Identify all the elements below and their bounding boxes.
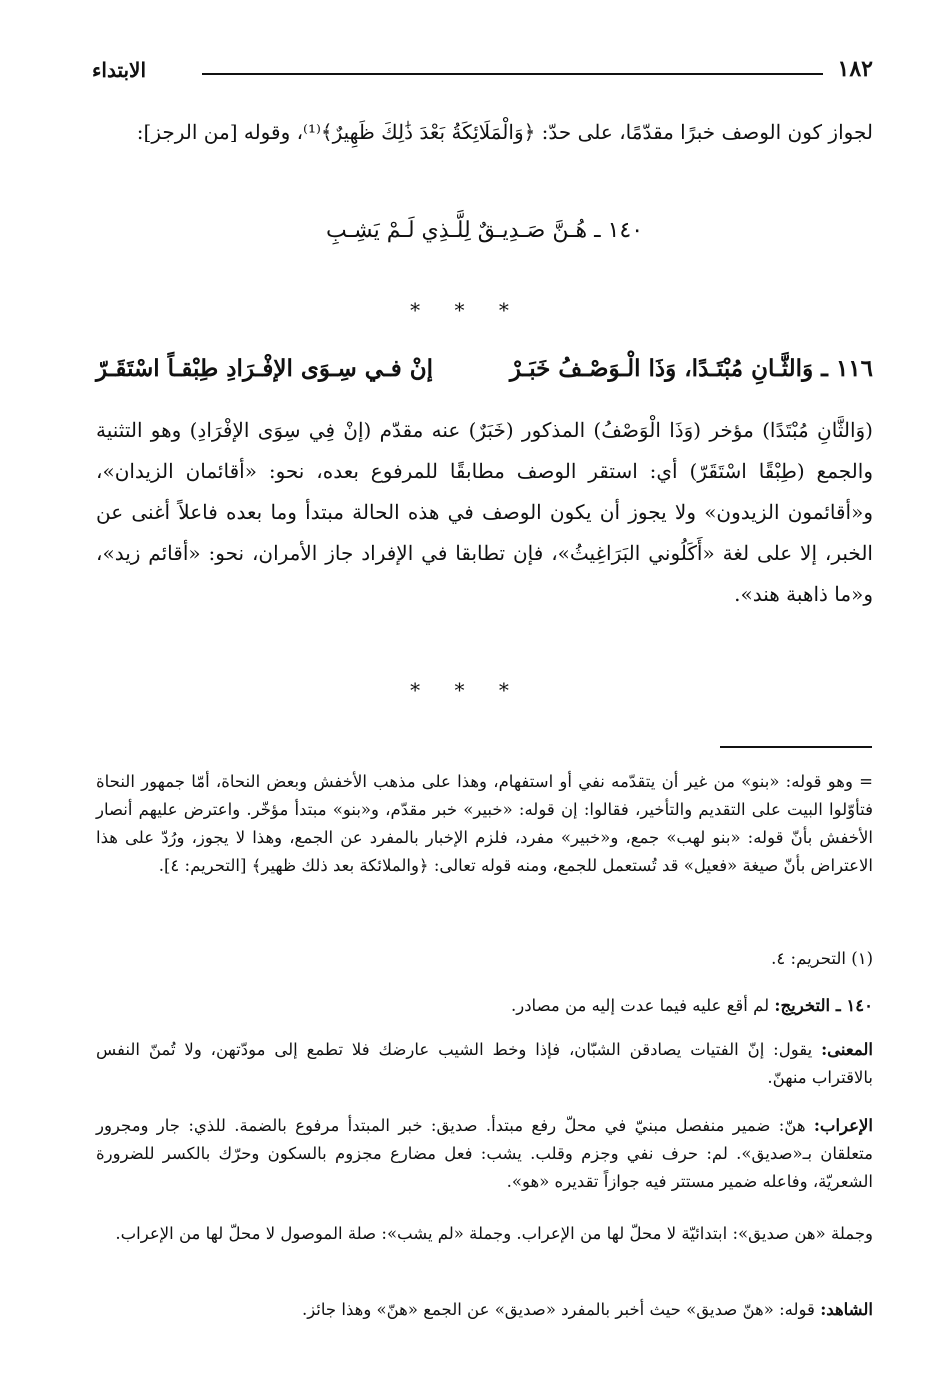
shahid-label: الشاهد:: [820, 1300, 873, 1319]
takhrij-text: لم أقع عليه فيما عدت إليه من مصادر.: [510, 996, 770, 1015]
page-header: [92, 56, 873, 86]
section-divider-2: * * *: [410, 678, 523, 702]
takhrij-note: [96, 992, 873, 1020]
maana-label: المعنى:: [821, 1040, 873, 1059]
second-hemistich: إنْ فـي سِـوَى الإفْـرَادِ طِبْقـاً اسْتَقَـرّ: [96, 355, 433, 382]
intro-paragraph: لجواز كون الوصف خبرًا مقدّمًا، على حدّ: ﴿وَالْمَلَائِكَةُ بَعْدَ ذَٰلِكَ ظَهِيرٌ﴾⁽¹⁾، وقوله [من الرجز]:: [136, 120, 873, 144]
maana-note: [96, 1036, 873, 1092]
irab-text: هنّ: ضمير منفصل مبنيّ في محلّ رفع مبتدأ. صديق: خبر المبتدأ مرفوع بالضمة. للذي: جار ومجرور متعلقان بـ«صديق». لم: حرف نفي وجزم وقلب. يشب: فعل مضارع مجزوم بالسكون وحرّك بالكسر للضرورة الشعريّة، وفاعله ضمير مستتر فيه جوازاً تقديره «هو».: [96, 1116, 873, 1191]
footnote-continuation: = وهو قوله: «بنو» من غير أن يتقدّمه نفي أو استفهام، وهذا على مذهب الأخفش وبعض النحاة، أمّا جمهور النحاة فتأوّلوا البيت على التقديم والتأخير، فقالوا: إن قوله: «خبير» خبر مقدّم، و«بنو» مبتدأ مؤخّر. واعترض عليهم أنصار الأخفش بأنّ قوله: «بنو لهب» جمع، و«خبير» مفرد، فلزم الإخبار بالمفرد عن الجمع، وهذا لا يجوز، ورُدّ على هذا الاعتراض بأنّ صيغة «فعيل» قد تُستعمل للجمع، ومنه قوله تعالى: ﴿والملائكة بعد ذلك ظهير﴾ [التحريم: ٤].: [96, 772, 873, 875]
irab-note: [96, 1112, 873, 1196]
shahid-note: [96, 1296, 873, 1324]
maana-text: يقول: إنّ الفتيات يصادقن الشبّان، فإذا وخط الشيب عارضك فلا تطمع إلى مودّتهن، ولا تُمنّ النفس بالاقتراب منهنّ.: [96, 1040, 873, 1087]
running-title: الابتداء: [92, 58, 147, 82]
shahid-text: قوله: «هنّ صديق» حيث أخبر بالمفرد «صديق» عن الجمع «هنّ» وهذا جائز.: [301, 1300, 815, 1319]
header-rule: [202, 73, 823, 75]
first-hemistich: ١١٦ ـ وَالثَّـانِ مُبْتَـدًا، وَذَا الْـوَصْـفُ خَبَـرْ: [509, 355, 873, 382]
footnote-rule: [720, 746, 872, 748]
alfiyya-verse-116: [96, 355, 873, 399]
irab-label: الإعراب:: [813, 1116, 873, 1135]
takhrij-label: ١٤٠ ـ التخريج:: [774, 996, 873, 1015]
page-number: ١٨٢: [837, 56, 873, 82]
verse-140: ١٤٠ ـ هُـنَّ صَـدِيـقٌ لِلَّـذِي لَـمْ يَشِـبِ: [325, 218, 644, 243]
footnote-1: (١) التحريم: ٤.: [771, 949, 873, 968]
commentary-paragraph: (وَالثَّانِ مُبْتَدًا) مؤخر (وَذَا الْوَصْفُ) المذكور (خَبَرٌ) عنه مقدّم (إنْ فِي سِوَى الإفْرَادِ) وهو التثنية والجمع (طِبْقًا اسْتَقَرّ) أي: استقر الوصف مطابقًا للمرفوع بعده، نحو: «أقائمان الزيدان»، و«أقائمون الزيدون» ولا يجوز أن يكون الوصف في هذه الحالة مبتدأ وما بعده فاعلاً أغنى عن الخبر، إلا على لغة «أَكَلُوني البَرَاغِيثُ»، فإن تطابقا في الإفراد جاز الأمران، نحو: «أقائم زيد»، و«ما ذاهبة هند».: [96, 418, 874, 606]
jumla-note: وجملة «هن صديق»: ابتدائيّة لا محلّ لها من الإعراب. وجملة «لم يشب»: صلة الموصول لا محلّ لها من الإعراب.: [115, 1224, 873, 1243]
section-divider: * * *: [410, 298, 523, 322]
